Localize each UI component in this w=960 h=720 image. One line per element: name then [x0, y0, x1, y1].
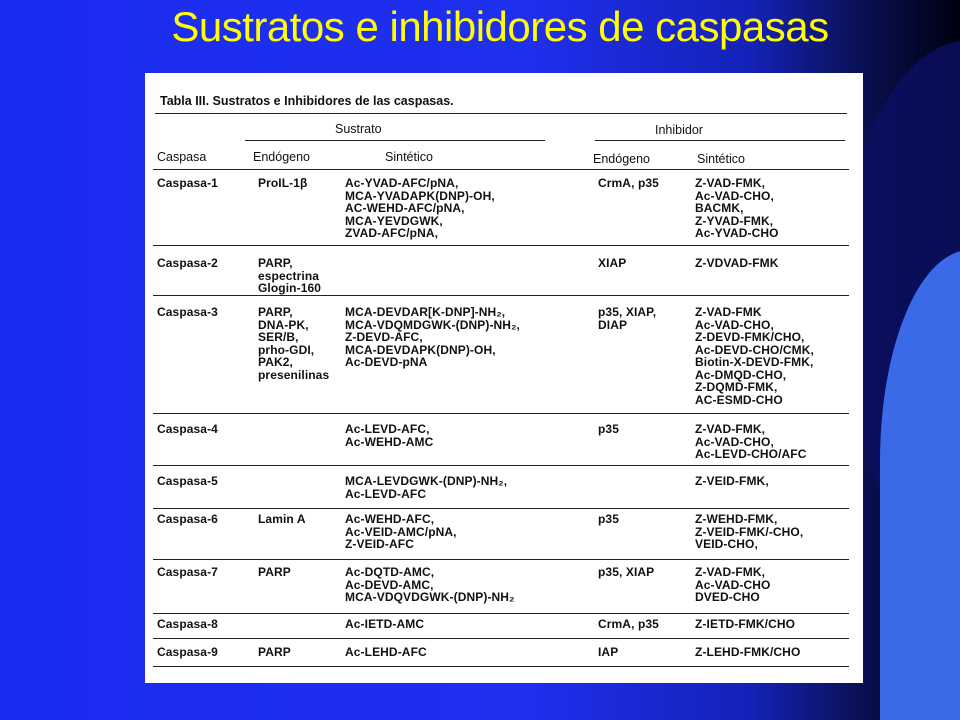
- scanned-table-image: [145, 73, 863, 683]
- cell-line: Z-DEVD-AFC,: [345, 330, 423, 344]
- cell-line: DVED-CHO: [695, 590, 760, 604]
- col-header-inhibidor-endogeno: Endógeno: [593, 152, 651, 166]
- cell-line: AC-ESMD-CHO: [695, 392, 783, 407]
- cell-line: PARP: [258, 565, 291, 579]
- cell-line: BACMK,: [695, 201, 744, 215]
- cell-sustrato-sintetico: [345, 566, 515, 604]
- cell-line: Ac-IETD-AMC: [345, 617, 425, 631]
- row-rule: [153, 465, 849, 466]
- col-header-sustrato-endogeno: Endógeno: [253, 150, 311, 164]
- cell-line: VEID-CHO,: [695, 537, 758, 551]
- slide-title: Sustratos e inhibidores de caspasas: [171, 3, 829, 50]
- cell-line: MCA-DEVDAPK(DNP)-OH,: [345, 342, 496, 357]
- cell-line: AC-WEHD-AFC/pNA,: [345, 201, 465, 215]
- cell-line: Z-DEVD-FMK/CHO,: [695, 330, 805, 344]
- cell-caspasa: Caspasa-1: [157, 176, 218, 190]
- cell-sustrato-sintetico: [345, 177, 495, 240]
- cell-line: Z-VEID-AFC: [345, 537, 414, 551]
- col-header-caspasa: Caspasa: [157, 150, 207, 164]
- cell-sustrato-endogeno: [258, 566, 291, 579]
- cell-line: MCA-VDQVDGWK-(DNP)-NH₂: [345, 590, 515, 604]
- cell-line: ZVAD-AFC/pNA,: [345, 226, 439, 240]
- cell-line: p35, XIAP: [598, 565, 655, 579]
- cell-line: PAK2,: [258, 355, 293, 369]
- cell-line: Z-VDVAD-FMK: [695, 256, 779, 270]
- cell-inhibidor-endogeno: [598, 306, 656, 331]
- rule-inhibidor: [595, 140, 845, 141]
- cell-line: MCA-YEVDGWK,: [345, 213, 443, 228]
- cell-line: Z-YVAD-FMK,: [695, 213, 774, 228]
- row-rule: [153, 245, 849, 246]
- cell-line: presenilinas: [258, 367, 330, 382]
- cell-inhibidor-sintetico: [695, 306, 814, 406]
- table: [145, 73, 863, 683]
- cell-sustrato-sintetico: [345, 475, 507, 500]
- cell-sustrato-endogeno: [258, 646, 291, 659]
- cell-sustrato-endogeno: [258, 257, 321, 295]
- cell-caspasa: Caspasa-5: [157, 474, 218, 488]
- rule-sustrato: [245, 140, 545, 141]
- cell-sustrato-endogeno: [258, 177, 307, 190]
- group-header-inhibidor: Inhibidor: [655, 123, 703, 137]
- cell-line: espectrina: [258, 268, 320, 283]
- cell-line: XIAP: [598, 256, 627, 270]
- cell-line: PARP,: [258, 305, 293, 319]
- cell-inhibidor-endogeno: [598, 257, 626, 270]
- row-rule: [153, 295, 849, 296]
- cell-inhibidor-endogeno: [598, 618, 659, 631]
- cell-sustrato-sintetico: [345, 306, 520, 369]
- cell-line: PARP: [258, 645, 291, 659]
- cell-line: Glogin-160: [258, 281, 322, 295]
- rule-header: [153, 169, 849, 170]
- cell-inhibidor-sintetico: [695, 513, 803, 551]
- cell-line: MCA-DEVDAR[K-DNP]-NH₂,: [345, 305, 506, 319]
- cell-line: Ac-DMQD-CHO,: [695, 367, 787, 382]
- cell-line: Ac-DQTD-AMC,: [345, 565, 435, 579]
- cell-line: Ac-YVAD-CHO: [695, 226, 779, 240]
- cell-caspasa: Caspasa-2: [157, 256, 218, 270]
- cell-line: Z-VAD-FMK,: [695, 422, 766, 436]
- cell-inhibidor-endogeno: [598, 423, 619, 436]
- cell-inhibidor-endogeno: [598, 566, 654, 579]
- cell-inhibidor-sintetico: [695, 475, 769, 488]
- cell-line: MCA-YVADAPK(DNP)-OH,: [345, 188, 495, 203]
- cell-line: DIAP: [598, 317, 628, 332]
- cell-line: SER/B,: [258, 330, 299, 344]
- cell-caspasa: Caspasa-8: [157, 617, 218, 631]
- cell-line: Ac-WEHD-AMC: [345, 434, 434, 449]
- cell-line: Ac-LEHD-AFC: [345, 645, 427, 659]
- cell-line: MCA-LEVDGWK-(DNP)-NH₂,: [345, 474, 508, 488]
- cell-line: DNA-PK,: [258, 317, 309, 332]
- cell-line: p35, XIAP,: [598, 305, 657, 319]
- row-rule: [153, 638, 849, 639]
- cell-line: Ac-DEVD-CHO/CMK,: [695, 342, 814, 357]
- cell-line: ProIL-1β: [258, 176, 308, 190]
- cell-line: Ac-LEVD-AFC: [345, 486, 427, 501]
- cell-line: Ac-LEVD-AFC,: [345, 422, 430, 436]
- cell-sustrato-sintetico: [345, 513, 457, 551]
- cell-line: CrmA, p35: [598, 617, 659, 631]
- col-header-inhibidor-sintetico: Sintético: [697, 152, 745, 166]
- cell-line: Z-DQMD-FMK,: [695, 380, 778, 394]
- rule-top: [155, 113, 847, 114]
- cell-inhibidor-endogeno: [598, 177, 659, 190]
- cell-line: MCA-VDQMDGWK-(DNP)-NH₂,: [345, 317, 520, 332]
- cell-line: Ac-YVAD-AFC/pNA,: [345, 176, 459, 190]
- row-rule: [153, 508, 849, 509]
- cell-line: Ac-DEVD-AMC,: [345, 577, 434, 592]
- cell-line: Ac-DEVD-pNA: [345, 355, 428, 369]
- cell-inhibidor-sintetico: [695, 177, 779, 240]
- cell-inhibidor-sintetico: [695, 566, 770, 604]
- cell-line: prho-GDI,: [258, 342, 315, 357]
- cell-line: Ac-VAD-CHO: [695, 577, 771, 592]
- cell-line: PARP,: [258, 256, 293, 270]
- cell-sustrato-sintetico: [345, 618, 424, 631]
- cell-line: Biotin-X-DEVD-FMK,: [695, 355, 814, 369]
- cell-line: Z-VAD-FMK,: [695, 176, 766, 190]
- cell-caspasa: Caspasa-4: [157, 422, 218, 436]
- cell-sustrato-sintetico: [345, 646, 427, 659]
- cell-sustrato-sintetico: [345, 423, 433, 448]
- cell-inhibidor-endogeno: [598, 646, 618, 659]
- cell-line: Z-LEHD-FMK/CHO: [695, 645, 801, 659]
- cell-caspasa: Caspasa-3: [157, 305, 218, 319]
- cell-line: Z-VAD-FMK: [695, 305, 762, 319]
- cell-line: Ac-VAD-CHO,: [695, 434, 774, 449]
- cell-inhibidor-endogeno: [598, 513, 619, 526]
- row-rule: [153, 613, 849, 614]
- cell-line: IAP: [598, 645, 619, 659]
- cell-inhibidor-sintetico: [695, 646, 800, 659]
- cell-caspasa: Caspasa-6: [157, 512, 218, 526]
- table-caption: Tabla III. Sustratos e Inhibidores de las caspasas.: [160, 94, 454, 108]
- cell-caspasa: Caspasa-9: [157, 645, 218, 659]
- cell-line: Ac-VAD-CHO,: [695, 317, 774, 332]
- row-rule: [153, 666, 849, 667]
- cell-line: Ac-VAD-CHO,: [695, 188, 774, 203]
- cell-line: CrmA, p35: [598, 176, 659, 190]
- cell-line: Z-VEID-FMK,: [695, 474, 769, 488]
- cell-sustrato-endogeno: [258, 306, 329, 381]
- cell-line: Z-WEHD-FMK,: [695, 512, 778, 526]
- group-header-sustrato: Sustrato: [335, 122, 382, 136]
- cell-line: Ac-LEVD-CHO/AFC: [695, 447, 807, 461]
- cell-line: Ac-VEID-AMC/pNA,: [345, 524, 457, 539]
- cell-inhibidor-sintetico: [695, 257, 779, 270]
- cell-inhibidor-sintetico: [695, 618, 795, 631]
- cell-sustrato-endogeno: [258, 513, 306, 526]
- col-header-sustrato-sintetico: Sintético: [385, 150, 433, 164]
- cell-line: Z-IETD-FMK/CHO: [695, 617, 796, 631]
- cell-line: Ac-WEHD-AFC,: [345, 512, 435, 526]
- row-rule: [153, 559, 849, 560]
- cell-line: Z-VEID-FMK/-CHO,: [695, 524, 804, 539]
- cell-line: p35: [598, 512, 619, 526]
- cell-inhibidor-sintetico: [695, 423, 807, 461]
- cell-caspasa: Caspasa-7: [157, 565, 218, 579]
- cell-line: Lamin A: [258, 512, 306, 526]
- cell-line: p35: [598, 422, 619, 436]
- row-rule: [153, 413, 849, 414]
- cell-line: Z-VAD-FMK,: [695, 565, 766, 579]
